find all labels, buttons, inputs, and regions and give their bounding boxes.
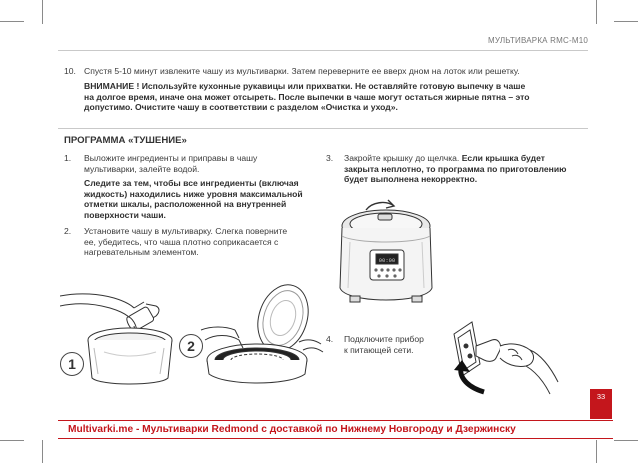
step-3-bold: Если крышка будет [461, 153, 545, 163]
crop-mark [614, 440, 638, 441]
footer-link[interactable]: Multivarki.me - Мультиварки Redmond с доставкой по Нижнему Новгороду и Дзержинску [68, 424, 516, 435]
step-1-text [84, 153, 314, 174]
note-line: поверхности чаши. [84, 209, 166, 220]
step-10-warning [84, 81, 604, 113]
warning-line: ВНИМАНИЕ ! Используйте кухонные рукавицы или прихватки. Не оставляйте готовую выпечку в чаше [84, 81, 526, 91]
step-2-number: 2. [64, 226, 72, 236]
step-3-text [344, 153, 604, 185]
warning-line: на долгое время, иначе она может отсыреть. После выпечки в чаше могут остаться жирные пятна – это [84, 91, 530, 102]
step-line: нагревательным элементом. [84, 247, 199, 258]
section-divider [58, 128, 588, 129]
step-badge-1: 1 [60, 352, 84, 376]
crop-mark [596, 0, 597, 24]
step-line: Выложите ингредиенты и приправы в чашу [84, 153, 258, 163]
crop-mark [0, 21, 24, 22]
footer-divider-bottom [58, 438, 613, 439]
warning-line: допустимо. Очистите чашу в соответствии с разделом «Очистка и уход». [84, 102, 398, 113]
note-line: жидкость) находились ниже уровня максимальной [84, 188, 303, 199]
step-3-note-line: закрыта неплотно, то программа по приготовлению [344, 163, 567, 174]
insert-bowl-illustration [195, 278, 325, 388]
device-display-text: 00:00 [378, 257, 396, 264]
multicooker-illustration [336, 196, 440, 314]
step-4-text [344, 334, 454, 355]
crop-mark [0, 440, 24, 441]
step-line: Установите чашу в мультиварку. Слегка поверните [84, 226, 288, 236]
header-title: МУЛЬТИВАРКА RMC-M10 [487, 36, 588, 45]
step-2-text [84, 226, 324, 258]
step-badge-2: 2 [179, 334, 203, 358]
crop-mark [596, 440, 597, 463]
header-divider [58, 50, 588, 51]
step-line: ее, убедитесь, что чаша плотно соприкасается с [84, 236, 279, 247]
step-4-number: 4. [326, 334, 334, 344]
step-10-number: 10. [64, 66, 76, 76]
page-number: 33 [590, 389, 612, 419]
step-3-note-line: будет выполнена некорректно. [344, 174, 478, 185]
step-1-note [84, 178, 324, 220]
step-3-plain: Закройте крышку до щелчка. [344, 153, 462, 163]
step-line: мультиварки, залейте водой. [84, 163, 200, 174]
step-line: Подключите прибор [344, 334, 424, 344]
footer-divider-top [58, 420, 613, 421]
crop-mark [614, 21, 638, 22]
note-line: отметки шкалы, расположенной на внутренней [84, 199, 287, 210]
step-3-number: 3. [326, 153, 334, 163]
crop-mark [42, 440, 43, 463]
crop-mark [42, 0, 43, 24]
step-10-text: Спустя 5-10 минут извлеките чашу из мультиварки. Затем переверните ее вверх дном на лоток или решетку. [84, 66, 520, 76]
step-1-number: 1. [64, 153, 72, 163]
section-title: ПРОГРАММА «ТУШЕНИЕ» [64, 135, 187, 146]
pouring-illustration [60, 282, 192, 390]
note-line: Следите за тем, чтобы все ингредиенты (включая [84, 178, 299, 188]
power-plug-illustration [446, 316, 564, 398]
step-line: к питающей сети. [344, 344, 414, 355]
